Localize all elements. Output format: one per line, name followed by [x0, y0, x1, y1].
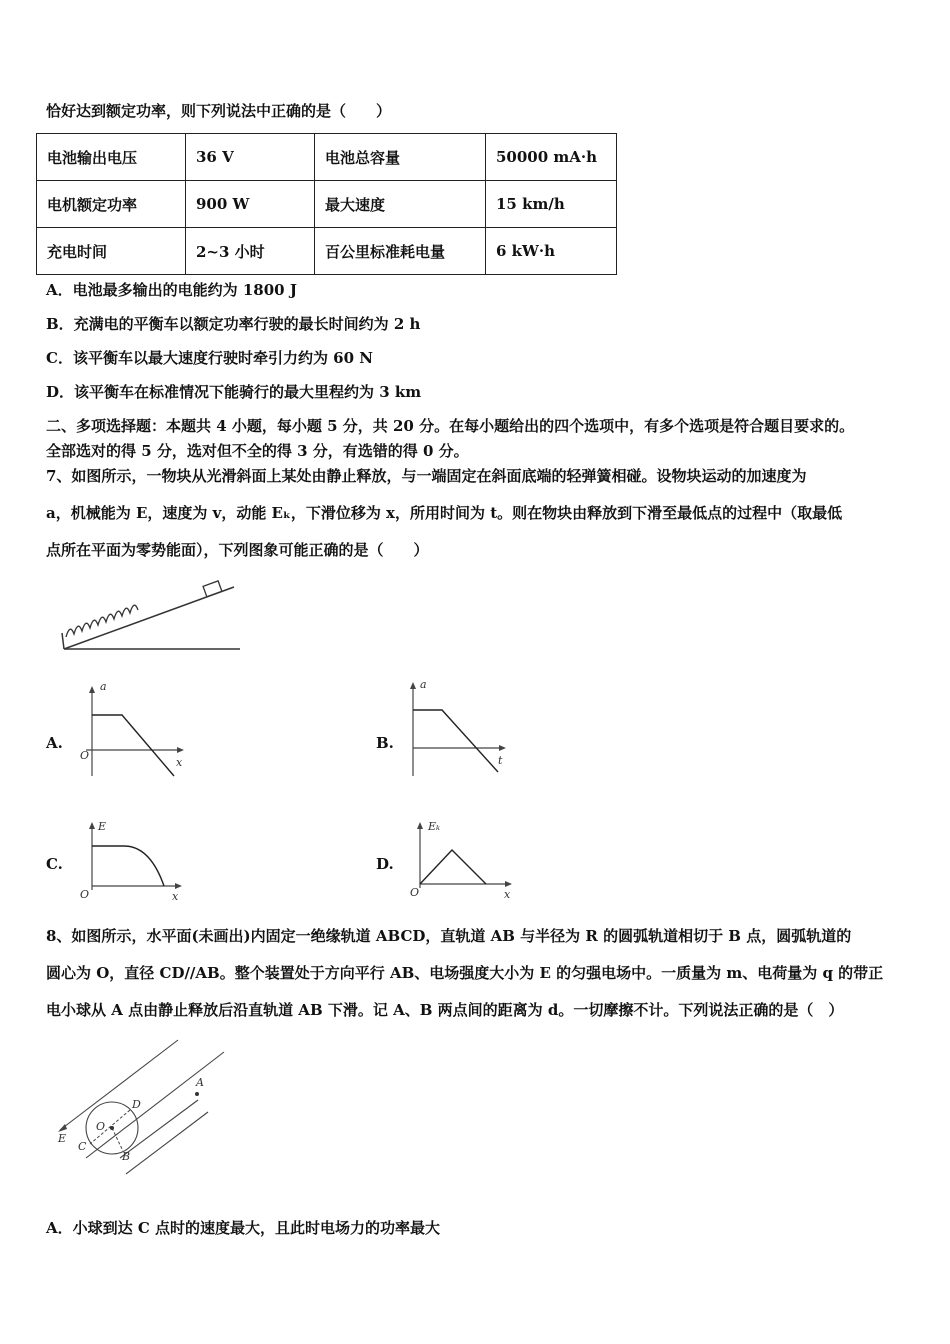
table-cell: 36 V: [186, 134, 315, 181]
point-label-c: C: [78, 1140, 87, 1153]
table-cell: 电池输出电压: [37, 134, 186, 181]
field-label-e: E: [58, 1132, 67, 1145]
q6-option-a: A．电池最多输出的电能约为 1800 J: [46, 281, 297, 299]
question-intro: 恰好达到额定功率，则下列说法中正确的是（ ）: [46, 102, 392, 120]
table-row: [37, 228, 617, 275]
table-cell: 50000 mA·h: [486, 134, 617, 181]
track-field-figure: [56, 1038, 226, 1178]
table-cell: 百公里标准耗电量: [315, 228, 486, 275]
spec-table: [36, 133, 617, 275]
point-label-b: B: [122, 1150, 131, 1163]
axis-label-a: a: [100, 680, 107, 693]
table-row: [37, 134, 617, 181]
table-cell: 充电时间: [37, 228, 186, 275]
axis-label-x: x: [172, 890, 179, 903]
q7-stem-line1: 7、如图所示，一物块从光滑斜面上某处由静止释放，与一端固定在斜面底端的轻弹簧相碰。设物块运动的加速度为: [46, 467, 807, 485]
q7-graph-c: [78, 818, 188, 904]
point-label-d: D: [132, 1098, 141, 1111]
q7-graph-d: [406, 816, 518, 904]
origin-label: O: [80, 749, 90, 762]
q7-stem-line3: 点所在平面为零势能面），下列图象可能正确的是（ ）: [46, 541, 429, 559]
q7-graph-b: [400, 676, 510, 780]
q7-option-a-label: A.: [46, 734, 63, 752]
q6-option-d: D．该平衡车在标准情况下能骑行的最大里程约为 3 km: [46, 383, 422, 401]
axis-label-a: a: [420, 678, 427, 691]
table-row: [37, 181, 617, 228]
table-cell: 电机额定功率: [37, 181, 186, 228]
q8-stem-line1: 8、如图所示，水平面(未画出)内固定一绝缘轨道 ABCD，直轨道 AB 与半径为 R 的圆弧轨道相切于 B 点，圆弧轨道的: [46, 927, 852, 945]
q8-option-a: A．小球到达 C 点时的速度最大，且此时电场力的功率最大: [46, 1219, 441, 1237]
section-heading-line2: 全部选对的得 5 分，选对但不全的得 3 分，有选错的得 0 分。: [46, 442, 469, 460]
q8-stem-line2: 圆心为 O，直径 CD//AB。整个装置处于方向平行 AB、电场强度大小为 E 的匀强电场中。一质量为 m、电荷量为 q 的带正: [46, 964, 884, 982]
q8-stem-line3: 电小球从 A 点由静止释放后沿直轨道 AB 下滑。记 A、B 两点间的距离为 d。一切摩擦不计。下列说法正确的是（ ）: [46, 1001, 844, 1019]
q7-option-d-label: D.: [376, 855, 394, 873]
origin-label: O: [80, 888, 90, 901]
incline-spring-figure: [58, 575, 248, 655]
table-cell: 2~3 小时: [186, 228, 315, 275]
point-label-a: A: [196, 1076, 204, 1089]
table-cell: 电池总容量: [315, 134, 486, 181]
q7-graph-a: [78, 680, 188, 780]
axis-label-x: x: [504, 888, 511, 901]
q6-option-b: B．充满电的平衡车以额定功率行驶的最长时间约为 2 h: [46, 315, 421, 333]
q7-stem-line2: a，机械能为 E，速度为 v，动能 Eₖ，下滑位移为 x，所用时间为 t。则在物块由释放到下滑至最低点的过程中（取最低: [46, 504, 843, 522]
q7-option-c-label: C.: [46, 855, 63, 873]
table-cell: 15 km/h: [486, 181, 617, 228]
center-label-o: O: [96, 1120, 106, 1133]
axis-label-t: t: [498, 754, 503, 767]
axis-label-e: E: [98, 820, 107, 833]
axis-label-ek: Eₖ: [428, 820, 441, 833]
table-cell: 最大速度: [315, 181, 486, 228]
q7-option-b-label: B.: [376, 734, 394, 752]
origin-label: O: [410, 886, 420, 899]
table-cell: 6 kW·h: [486, 228, 617, 275]
section-heading-line1: 二、多项选择题：本题共 4 小题，每小题 5 分，共 20 分。在每小题给出的四个选项中，有多个选项是符合题目要求的。: [46, 417, 855, 435]
table-cell: 900 W: [186, 181, 315, 228]
q6-option-c: C．该平衡车以最大速度行驶时牵引力约为 60 N: [46, 349, 373, 367]
axis-label-x: x: [176, 756, 183, 769]
